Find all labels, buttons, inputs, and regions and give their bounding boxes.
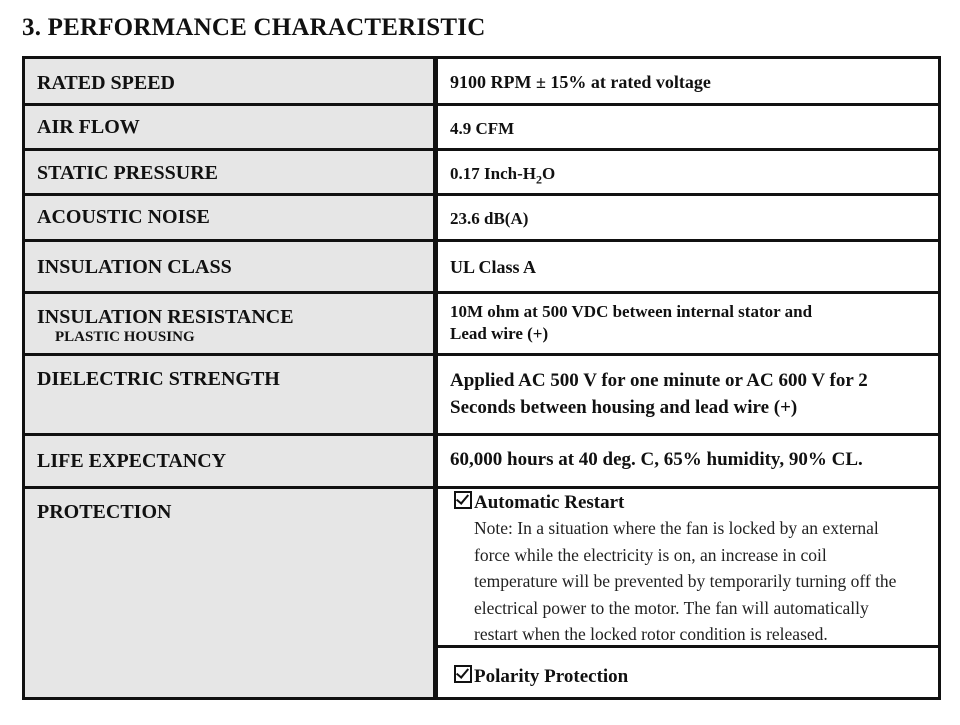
row-label (25, 294, 433, 353)
row-label: LIFE EXPECTANCY (25, 436, 433, 486)
auto-restart-item (454, 491, 934, 514)
checkbox-checked-icon (454, 665, 472, 683)
row-value (450, 301, 934, 345)
row-label: AIR FLOW (25, 106, 433, 148)
checkbox-checked-icon (454, 491, 472, 509)
table-row (25, 196, 938, 239)
row-value: 23.6 dB(A) (450, 209, 529, 228)
row-value: 9100 RPM ± 15% at rated voltage (450, 72, 711, 92)
row-label-main: INSULATION RESISTANCE (37, 306, 294, 328)
column-divider (433, 59, 438, 697)
table-row (25, 436, 938, 486)
table-row (25, 59, 938, 103)
note-line: temperature will be prevented by temporarily turning off the (474, 571, 897, 591)
row-label: STATIC PRESSURE (25, 151, 433, 193)
table-row (25, 356, 938, 433)
polarity-item (454, 665, 934, 688)
row-value: UL Class A (450, 257, 537, 277)
value-line: Seconds between housing and lead wire (+) (450, 397, 798, 418)
note-line: electrical power to the motor. The fan will automatically (474, 597, 869, 618)
polarity-title: Polarity Protection (474, 666, 629, 687)
value-line: Lead wire (+) (450, 324, 549, 343)
note-line: force while the electricity is on, an increase in coil (474, 544, 827, 565)
row-sublabel: PLASTIC HOUSING (55, 329, 195, 345)
auto-restart-title: Automatic Restart (474, 492, 625, 513)
row-label: INSULATION CLASS (25, 242, 433, 291)
row-value: 0.17 Inch-$H_2O$ (450, 164, 556, 187)
performance-table (22, 56, 941, 700)
row-value (450, 367, 934, 421)
row-value: 60,000 hours at 40 deg. C, 65% humidity, 90% CL. (450, 449, 863, 470)
auto-restart-note (474, 515, 944, 648)
row-label: DIELECTRIC STRENGTH (25, 356, 433, 433)
section-title: 3. PERFORMANCE CHARACTERISTIC (22, 14, 486, 41)
row-value: 4.9 CFM (450, 119, 515, 138)
note-line: Note: In a situation where the fan is locked by an external (474, 518, 879, 538)
row-label: ACOUSTIC NOISE (25, 196, 433, 239)
row-label: RATED SPEED (25, 59, 433, 103)
table-row (25, 294, 938, 353)
value-line: 10M ohm at 500 VDC between internal stator and (450, 302, 813, 321)
table-row (25, 106, 938, 148)
table-row (25, 242, 938, 291)
note-line: restart when the locked rotor condition is released. (474, 624, 828, 644)
row-label: PROTECTION (25, 489, 433, 697)
value-line: Applied AC 500 V for one minute or AC 600 V for 2 (450, 370, 868, 391)
table-row (25, 489, 938, 697)
protection-divider (438, 645, 938, 648)
table-row (25, 151, 938, 193)
